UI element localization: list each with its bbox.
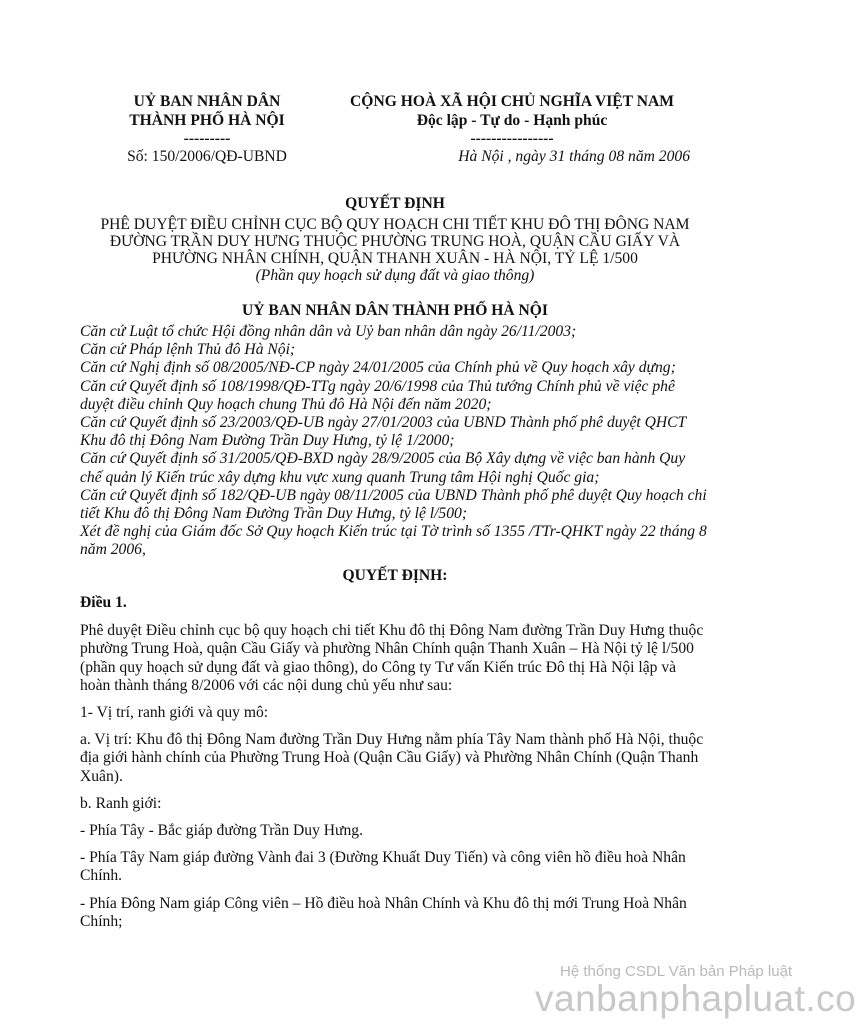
boundary-heading: b. Ranh giới: bbox=[80, 794, 162, 812]
location-paragraph: a. Vị trí: Khu đô thị Đông Nam đường Trần Duy Hưng nằm phía Tây Nam thành phố Hà Nội, thuộc địa giới hành chính của Phường Trung Hoà (Quận Cầu Giấy) và Phường Nhân Chính (Quận Thanh Xuân). bbox=[80, 731, 704, 785]
decision-heading: QUYẾT ĐỊNH: bbox=[342, 567, 448, 584]
legal-basis-item: Căn cứ Quyết định số 31/2005/QĐ-BXD ngày 28/9/2005 của Bộ Xây dựng về việc ban hành Quy chế quản lý Kiến trúc xây dựng khu vực xung quanh Trung tâm Hội nghị Quốc gia; bbox=[80, 450, 686, 486]
subtitle-line: PHÊ DUYỆT ĐIỀU CHỈNH CỤC BỘ QUY HOẠCH CHI TIẾT KHU ĐÔ THỊ ĐÔNG NAM bbox=[100, 216, 690, 233]
national-header bbox=[322, 92, 702, 166]
header-separator-left: --------- bbox=[183, 130, 231, 147]
national-motto: Độc lập - Tự do - Hạnh phúc bbox=[416, 112, 608, 129]
header-separator-right: ---------------- bbox=[470, 130, 554, 147]
watermark-caption: Hệ thống CSDL Văn bản Pháp luật bbox=[560, 963, 793, 980]
article-intro: Phê duyệt Điều chỉnh cục bộ quy hoạch chi tiết Khu đô thị Đông Nam đường Trần Duy Hưng thuộc phường Trung Hoà, quận Cầu Giấy và phường Nhân Chính quận Thanh Xuân – Hà Nội tỷ lệ l/500 (phần quy hoạch sử dụng đất và giao thông), do Công ty Tư vấn Kiến trúc Đô thị Hà Nội lập và hoàn thành tháng 8/2006 với các nội dung chủ yếu như sau: bbox=[80, 622, 704, 694]
legal-basis-item: Căn cứ Quyết định số 23/2003/QĐ-UB ngày 27/01/2003 của UBND Thành phố phê duyệt QHCT Khu đô thị Đông Nam Đường Trần Duy Hưng, tỷ lệ 1/2000; bbox=[80, 414, 686, 450]
document-subtitle bbox=[80, 216, 710, 284]
legal-basis-item: Căn cứ Luật tổ chức Hội đồng nhân dân và Uỷ ban nhân dân ngày 26/11/2003; bbox=[80, 323, 577, 340]
article-heading: Điều 1. bbox=[80, 594, 127, 611]
legal-basis-item: Căn cứ Quyết định số 108/1998/QĐ-TTg ngày 20/6/1998 của Thủ tướng Chính phủ về việc phê duyệt điều chỉnh Quy hoạch chung Thủ đô Hà Nội đến năm 2020; bbox=[80, 377, 675, 413]
watermark-site: vanbanphapluat.co bbox=[535, 978, 856, 1019]
legal-basis-item: Căn cứ Pháp lệnh Thủ đô Hà Nội; bbox=[80, 341, 296, 359]
national-title: CỘNG HOÀ XÃ HỘI CHỦ NGHĨA VIỆT NAM bbox=[350, 93, 674, 110]
document-number: Số: 150/2006/QĐ-UBND bbox=[127, 148, 287, 165]
boundary-item: - Phía Tây - Bắc giáp đường Trần Duy Hưng. bbox=[80, 822, 364, 840]
subtitle-line: ĐƯỜNG TRẦN DUY HƯNG THUỘC PHƯỜNG TRUNG HOÀ, QUẬN CẦU GIẤY VÀ bbox=[109, 233, 681, 250]
section-heading: 1- Vị trí, ranh giới và quy mô: bbox=[80, 704, 269, 722]
document-title: QUYẾT ĐỊNH bbox=[345, 195, 445, 212]
legal-basis-item: Căn cứ Nghị định số 08/2005/NĐ-CP ngày 24/01/2005 của Chính phủ về Quy hoạch xây dựng; bbox=[80, 359, 676, 377]
authority-line-1: UỶ BAN NHÂN DÂN bbox=[133, 93, 281, 110]
legal-basis-item: Căn cứ Quyết định số 182/QĐ-UB ngày 08/11/2005 của UBND Thành phố phê duyệt Quy hoạch chi tiết Khu đô thị Đông Nam Đường Trần Duy Hưng, tỷ lệ l/500; bbox=[80, 486, 707, 523]
legal-basis-item: Xét đề nghị của Giám đốc Sở Quy hoạch Kiến trúc tại Tờ trình số 1355 /TTr-QHKT ngày 22 tháng 8 năm 2006, bbox=[80, 523, 707, 559]
subtitle-note: (Phần quy hoạch sử dụng đất và giao thông) bbox=[255, 267, 535, 284]
legal-basis-list bbox=[80, 323, 710, 560]
boundary-item: - Phía Tây Nam giáp đường Vành đai 3 (Đường Khuất Duy Tiến) và công viên hồ điều hoà Nhân Chính. bbox=[80, 849, 686, 885]
authority-heading: UỶ BAN NHÂN DÂN THÀNH PHỐ HÀ NỘI bbox=[242, 302, 548, 319]
issuing-authority-header bbox=[112, 92, 302, 166]
boundary-item: - Phía Đông Nam giáp Công viên – Hồ điều hoà Nhân Chính và Khu đô thị mới Trung Hoà Nhân Chính; bbox=[80, 894, 687, 930]
article-1 bbox=[80, 594, 710, 940]
subtitle-line: PHƯỜNG NHÂN CHÍNH, QUẬN THANH XUÂN - HÀ NỘI, TỶ LỆ 1/500 bbox=[152, 250, 638, 267]
document-date: Hà Nội , ngày 31 tháng 08 năm 2006 bbox=[458, 148, 690, 165]
authority-line-2: THÀNH PHỐ HÀ NỘI bbox=[129, 112, 285, 129]
